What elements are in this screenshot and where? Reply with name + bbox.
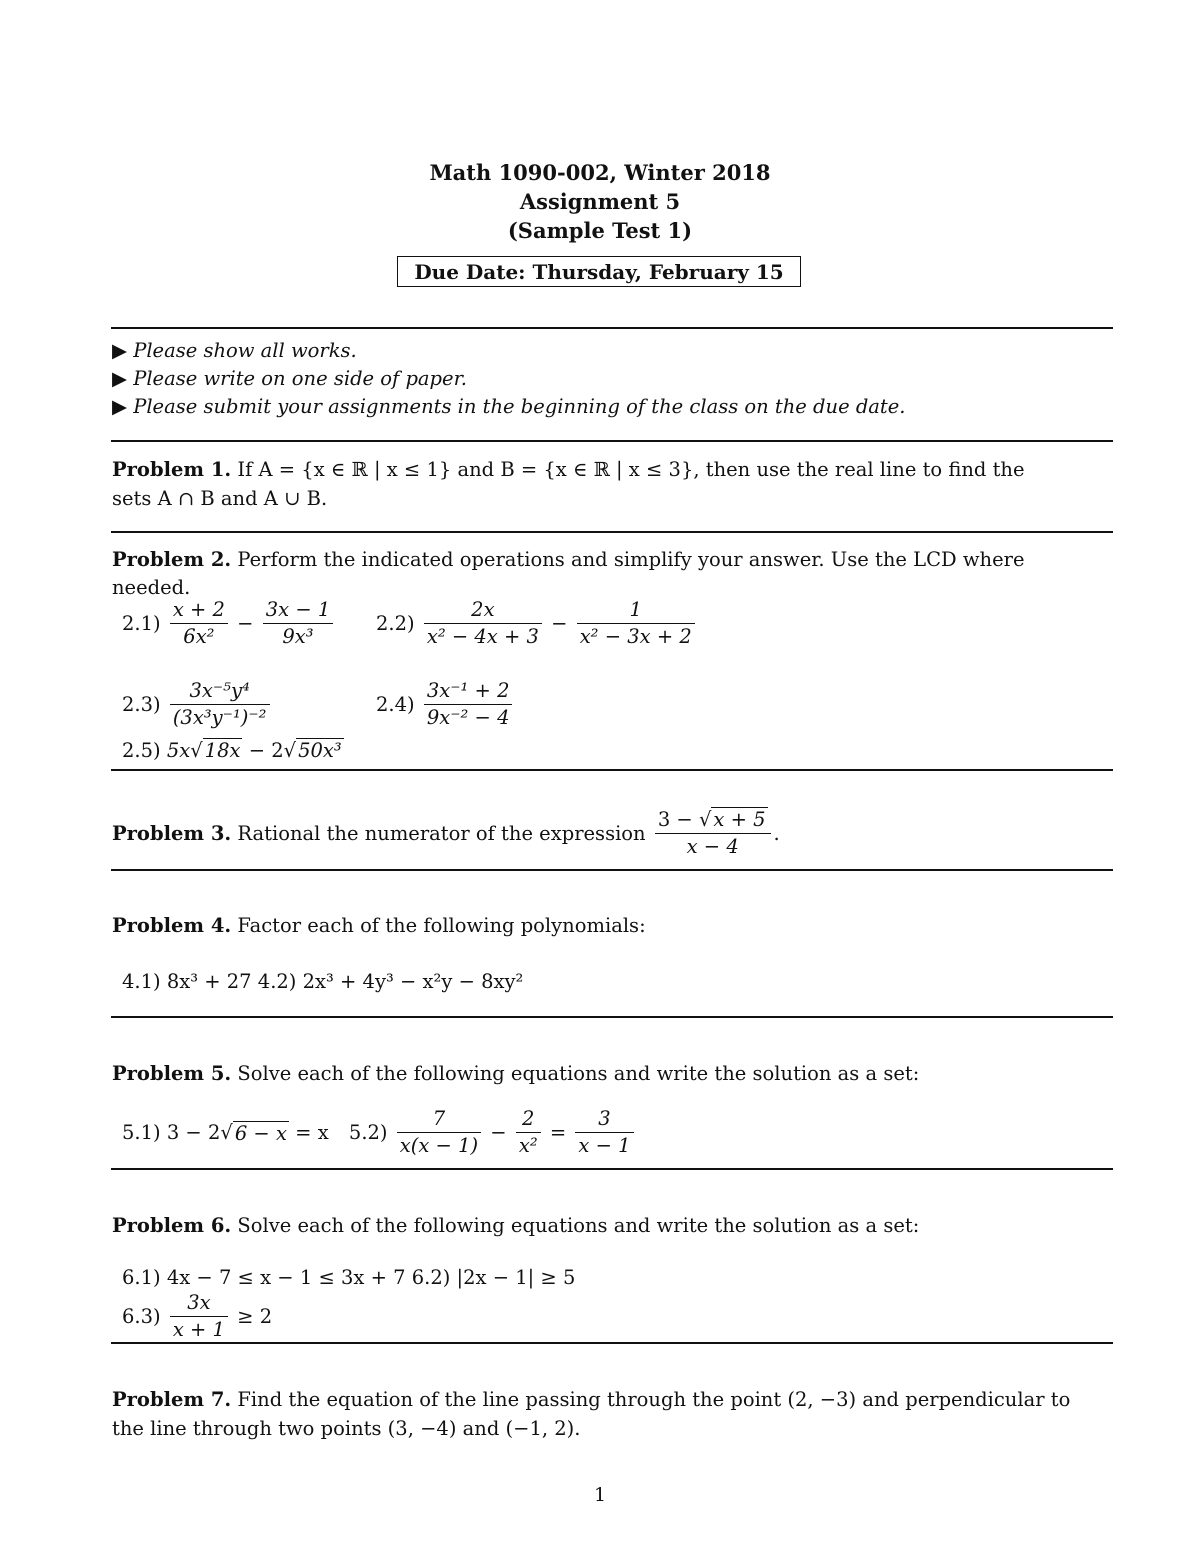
fraction: $\frac{\text{3x⁻⁵y⁴}}{\text{(3x³y⁻¹)⁻²}}$ [170,678,270,731]
divider [111,440,1113,442]
problem-label: Problem 6. [112,1214,232,1237]
bullet-icon: ▶ [112,395,127,418]
problem-label: Problem 3. [112,822,232,845]
item-2-4: 2.4) $\frac{\text{3x⁻¹ + 2}}{\text{9x⁻² − 4}}$ [376,678,515,731]
course-title: Math 1090-002, Winter 2018 [429,160,771,185]
problem-7-line-1 [112,1388,1070,1411]
fraction: $\frac{x + 2}{\text{6x²}}$ [170,597,228,650]
problem-3: Problem 3. Rational the numerator of the expression $\frac{3 - √ x + 5}{x - 4}$ . [112,808,780,858]
instruction-text: Please write on one side of paper. [133,367,467,390]
instruction-text: Please submit your assignments in the beginning of the class on the due date. [133,395,906,418]
problem-text: Find the equation of the line passing through the point (2, −3) and perpendicular to [237,1388,1071,1411]
fraction: $\frac{2}{\text{x²}}$ [516,1106,541,1159]
problem-text: Solve each of the following equations and write the solution as a set: [237,1214,920,1237]
instruction-3 [112,395,906,418]
problem-label: Problem 1. [112,458,232,481]
problem-text: Rational the numerator of the expression [237,822,646,845]
fraction: $\frac{7}{x(x - 1)}$ [397,1106,481,1159]
problem-6 [112,1214,919,1237]
divider [111,869,1113,871]
instruction-2 [112,367,467,390]
problem-2-line-2: needed. [112,576,191,599]
divider [111,531,1113,533]
divider [111,327,1113,329]
instruction-1 [112,339,357,362]
item-2-2: 2.2) $\frac{2x}{\text{x² − 4x + 3}}$ − $\frac{1}{\text{x² − 3x + 2}}$ [376,597,698,650]
divider [111,1016,1113,1018]
item-6-3: 6.3) $\frac{3x}{x + 1}$ ≥ 2 [122,1291,273,1341]
item-2-5: 2.5) 5x√ 18x − 2√ 50x³ [122,739,342,762]
item-2-3: 2.3) $\frac{\text{3x⁻⁵y⁴}}{\text{(3x³y⁻¹)⁻²}}$ [122,678,273,731]
problem-1-line-2: sets A ∩ B and A ∪ B. [112,487,328,510]
problem-2-line-1 [112,548,1024,571]
problem-7-line-2: the line through two points (3, −4) and (−1, 2). [112,1417,581,1440]
problem-text: Solve each of the following equations and write the solution as a set: [237,1062,920,1085]
due-date-box: Due Date: Thursday, February 15 [397,256,801,287]
fraction: $\frac{3x - 1}{\text{9x³}}$ [263,597,334,650]
fraction: $\frac{3 - √ x + 5}{x - 4}$ [655,807,771,860]
assignment-title: Assignment 5 [519,189,681,214]
fraction: $\frac{3x}{x + 1}$ [170,1290,228,1343]
problem-5-items: 5.1) 3 − 2√ 6 − x = x 5.2) $\frac{7}{x(x - 1)}$ − $\frac{2}{\text{x²}}$ = $\frac{3}{x - 1}$ [122,1106,637,1159]
problem-label: Problem 5. [112,1062,232,1085]
problem-text: Perform the indicated operations and simplify your answer. Use the LCD where [237,548,1025,571]
divider [111,1342,1113,1344]
bullet-icon: ▶ [112,339,127,362]
divider [111,1168,1113,1170]
problem-text: If A = {x ∈ ℝ | x ≤ 1} and B = {x ∈ ℝ | x ≤ 3}, then use the real line to find the [237,458,1025,481]
assignment-subtitle: (Sample Test 1) [507,218,693,243]
problem-label: Problem 4. [112,914,232,937]
item-2-1: 2.1) $\frac{x + 2}{\text{6x²}}$ − $\frac{3x - 1}{\text{9x³}}$ [122,597,336,650]
fraction: $\frac{3}{x - 1}$ [575,1106,633,1159]
divider [111,769,1113,771]
problem-label: Problem 7. [112,1388,232,1411]
fraction: $\frac{2x}{\text{x² − 4x + 3}}$ [424,597,542,650]
problem-text: Factor each of the following polynomials: [237,914,646,937]
instruction-text: Please show all works. [133,339,357,362]
problem-6-items: 6.1) 4x − 7 ≤ x − 1 ≤ 3x + 7 6.2) |2x − 1| ≥ 5 [122,1266,576,1289]
page-number: 1 [593,1484,607,1506]
problem-1-line-1 [112,458,1025,481]
problem-4 [112,914,646,937]
problem-5 [112,1062,919,1085]
fraction: $\frac{1}{\text{x² − 3x + 2}}$ [577,597,695,650]
fraction: $\frac{\text{3x⁻¹ + 2}}{\text{9x⁻² − 4}}$ [424,678,513,731]
problem-4-items: 4.1) 8x³ + 27 4.2) 2x³ + 4y³ − x²y − 8xy² [122,970,524,993]
bullet-icon: ▶ [112,367,127,390]
problem-label: Problem 2. [112,548,232,571]
